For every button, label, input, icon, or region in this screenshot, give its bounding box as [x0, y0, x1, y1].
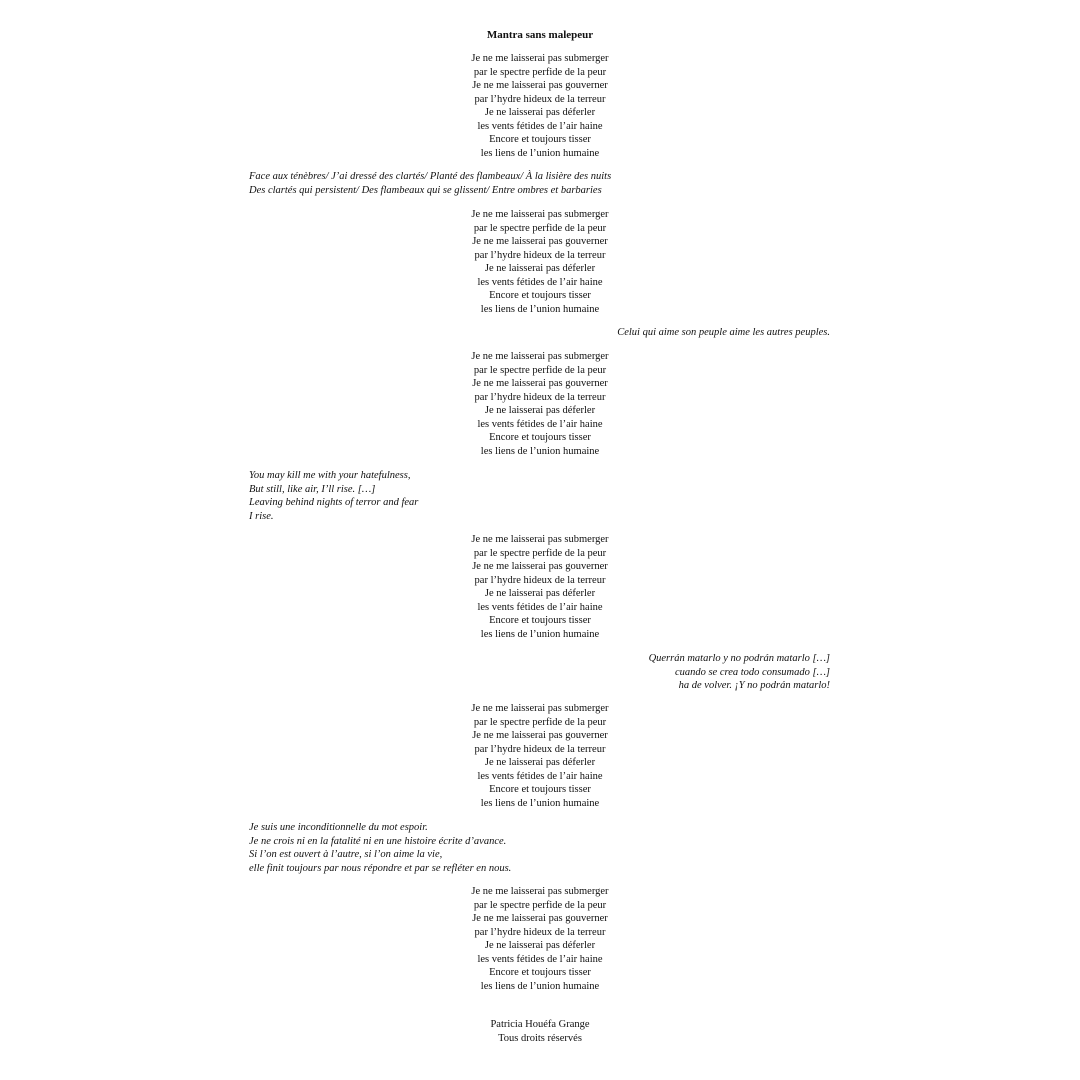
refrain-line: les vents fétides de l’air haine: [477, 953, 603, 965]
refrain-line: Je ne laisserai pas déferler: [484, 757, 596, 768]
author-name: Patricia Houéfa Grange: [490, 1019, 590, 1030]
refrain-stanza: [440, 533, 640, 641]
refrain-stanza: [440, 885, 640, 993]
refrain-line: Encore et toujours tisser: [489, 134, 591, 145]
quote-line: Je ne crois ni en la fatalité ni en une histoire écrite d’avance.: [249, 835, 507, 847]
refrain-line: les vents fétides de l’air haine: [477, 770, 603, 782]
refrain-line: Encore et toujours tisser: [489, 615, 591, 626]
refrain-line: Je ne me laisserai pas submerger: [471, 534, 609, 545]
refrain-line: Je ne me laisserai pas gouverner: [472, 378, 608, 389]
refrain-line: les vents fétides de l’air haine: [477, 276, 603, 288]
refrain-line: par l’hydre hideux de la terreur: [474, 249, 606, 261]
quote-line: cuando se crea todo consumado […]: [674, 666, 830, 678]
quote-line: elle finit toujours par nous répondre et par se refléter en nous.: [249, 862, 512, 874]
quote-line: ha de volver. ¡Y no podrán matarlo!: [678, 680, 830, 691]
refrain-line: les vents fétides de l’air haine: [477, 601, 603, 613]
refrain-line: les liens de l’union humaine: [480, 797, 600, 809]
refrain-line: Je ne laisserai pas déferler: [484, 107, 596, 118]
refrain-line: les liens de l’union humaine: [480, 628, 600, 640]
refrain-line: Je ne laisserai pas déferler: [484, 588, 596, 599]
quote-espoir: [249, 821, 511, 875]
refrain-line: Encore et toujours tisser: [489, 290, 591, 301]
quote-line: Si l’on est ouvert à l’autre, si l’on aime la vie,: [249, 849, 443, 860]
refrain-line: les liens de l’union humaine: [480, 980, 600, 992]
refrain-line: Je ne me laisserai pas submerger: [471, 703, 609, 714]
refrain-line: les vents fétides de l’air haine: [477, 418, 603, 430]
refrain-line: par le spectre perfide de la peur: [473, 222, 607, 234]
refrain-line: Encore et toujours tisser: [489, 432, 591, 443]
refrain-line: Je ne me laisserai pas submerger: [471, 351, 609, 362]
refrain-line: Je ne me laisserai pas submerger: [471, 886, 609, 897]
quote-peuple: [617, 326, 830, 340]
quote-tenebres: [249, 170, 611, 197]
refrain-line: Je ne me laisserai pas submerger: [471, 53, 609, 64]
refrain-line: par l’hydre hideux de la terreur: [474, 574, 606, 586]
refrain-line: par le spectre perfide de la peur: [473, 899, 607, 911]
refrain-line: par le spectre perfide de la peur: [473, 547, 607, 559]
quote-line: I rise.: [249, 510, 274, 522]
refrain-line: Je ne me laisserai pas gouverner: [472, 913, 608, 924]
refrain-line: les vents fétides de l’air haine: [477, 120, 603, 132]
refrain-line: les liens de l’union humaine: [480, 445, 600, 457]
refrain-line: Je ne laisserai pas déferler: [484, 940, 596, 951]
refrain-line: par le spectre perfide de la peur: [473, 66, 607, 78]
quote-querran: [649, 652, 830, 693]
refrain-line: Je ne me laisserai pas gouverner: [472, 236, 608, 247]
refrain-line: Je ne me laisserai pas gouverner: [472, 80, 608, 91]
quote-line: Celui qui aime son peuple aime les autres peuples.: [617, 327, 830, 338]
quote-line: You may kill me with your hatefulness,: [249, 470, 411, 481]
rights-notice: Tous droits réservés: [498, 1032, 582, 1044]
refrain-stanza: [440, 208, 640, 316]
signature: [0, 1018, 1080, 1045]
quote-line: Des clartés qui persistent/ Des flambeaux qui se glissent/ Entre ombres et barbaries: [249, 184, 602, 196]
quote-line: Leaving behind nights of terror and fear: [249, 497, 419, 508]
refrain-line: par le spectre perfide de la peur: [473, 716, 607, 728]
poem-title: Mantra sans malepeur: [486, 29, 594, 41]
refrain-stanza: [440, 702, 640, 810]
refrain-stanza: [440, 350, 640, 458]
quote-line: Je suis une inconditionnelle du mot espoir.: [249, 822, 428, 833]
refrain-line: par l’hydre hideux de la terreur: [474, 93, 606, 105]
refrain-line: Je ne laisserai pas déferler: [484, 263, 596, 274]
refrain-line: les liens de l’union humaine: [480, 303, 600, 315]
refrain-line: Je ne me laisserai pas gouverner: [472, 730, 608, 741]
quote-line: But still, like air, I’ll rise. […]: [249, 483, 376, 495]
refrain-line: par l’hydre hideux de la terreur: [474, 926, 606, 938]
refrain-line: Encore et toujours tisser: [489, 967, 591, 978]
refrain-line: par le spectre perfide de la peur: [473, 364, 607, 376]
refrain-line: Je ne laisserai pas déferler: [484, 405, 596, 416]
refrain-line: par l’hydre hideux de la terreur: [474, 743, 606, 755]
refrain-line: Encore et toujours tisser: [489, 784, 591, 795]
refrain-stanza: [440, 52, 640, 160]
refrain-line: par l’hydre hideux de la terreur: [474, 391, 606, 403]
refrain-line: Je ne me laisserai pas gouverner: [472, 561, 608, 572]
refrain-line: Je ne me laisserai pas submerger: [471, 209, 609, 220]
quote-line: Face aux ténèbres/ J’ai dressé des clartés/ Planté des flambeaux/ À la lisière des nuits: [249, 171, 612, 182]
quote-i-rise: [249, 469, 418, 523]
refrain-line: les liens de l’union humaine: [480, 147, 600, 159]
quote-line: Querrán matarlo y no podrán matarlo […]: [648, 653, 830, 664]
